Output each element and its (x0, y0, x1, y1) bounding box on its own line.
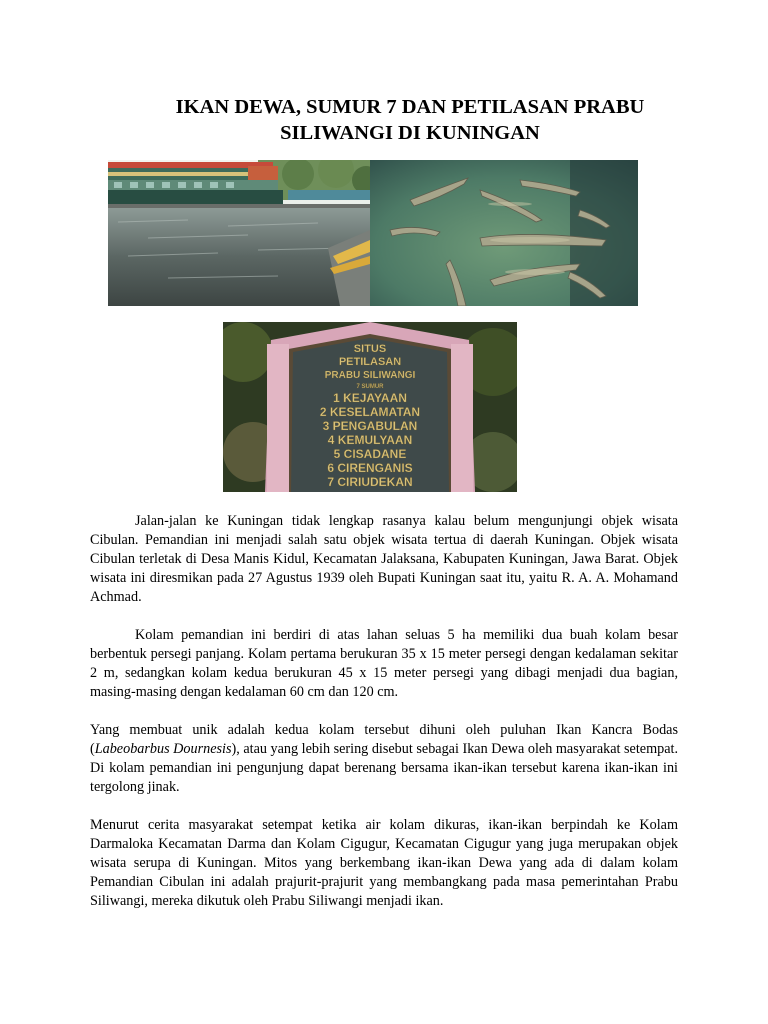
species-name: Labeobarbus Dournesis (94, 741, 232, 757)
sign-item: 7 CIRIUDEKAN (327, 475, 413, 489)
article-body (90, 512, 678, 930)
sign-item: 3 PENGABULAN (322, 419, 418, 433)
pool-photo (108, 160, 370, 306)
paragraph-ikan-dewa (90, 721, 678, 797)
fish-photo (370, 160, 638, 306)
paragraph-intro: Jalan-jalan ke Kuningan tidak lengkap rasanya kalau belum mengunjungi objek wisata Cibulan. Pemandian ini menjadi salah satu objek wisata tertua di daerah Kuningan. Objek wisata Cibulan terletak di Desa Manis Kidul, Kecamatan Jalaksana, Kabupaten Kuningan, Jawa Barat. Objek wisata ini diresmikan pada 27 Agustus 1939 oleh Bupati Kuningan saat itu, yaitu R. A. A. Mohamand Achmad. (90, 513, 678, 605)
sign-item: 2 KESELAMATAN (319, 405, 421, 419)
sign-item: 1 KEJAYAAN (333, 391, 407, 405)
paragraph-pool-size: Kolam pemandian ini berdiri di atas lahan seluas 5 ha memiliki dua buah kolam besar berbentuk persegi panjang. Kolam pertama berukuran 35 x 15 meter persegi dengan kedalaman sekitar 2 m, sedangkan kolam kedua berukuran 45 x 15 meter persegi yang dibagi menjadi dua bagian, masing-masing dengan kedalaman 60 cm dan 120 cm. (90, 627, 678, 700)
sign-item: 6 CIRENGANIS (327, 461, 413, 475)
fish-photo-image (370, 160, 638, 306)
sign-item: 4 KEMULYAAN (327, 433, 413, 447)
sign-photo-image (223, 322, 517, 492)
pool-photo-image (108, 160, 370, 306)
sign-text-petilasan: PETILASAN (338, 356, 402, 368)
paragraph-ikan-dewa-text-1: Yang membuat unik adalah kedua kolam tersebut dihuni oleh puluhan Ikan Kancra Bodas ( (90, 722, 678, 757)
paragraph-ikan-dewa-text-2: ), atau yang lebih sering disebut sebagai Ikan Dewa oleh masyarakat setempat. Di kolam pemandian ini pengunjung dapat berenang bersama ikan-ikan tersebut karena ikan-ikan ini tergolong jinak. (90, 741, 678, 795)
title-line-1: IKAN DEWA, SUMUR 7 DAN PETILASAN PRABU (175, 96, 645, 118)
sign-text-7-sumur: 7 SUMUR (356, 384, 384, 390)
sign-item: 5 CISADANE (333, 447, 407, 461)
page-title (100, 94, 720, 146)
paragraph-legend: Menurut cerita masyarakat setempat ketika air kolam dikuras, ikan-ikan berpindah ke Kolam Darmaloka Kecamatan Darma dan Kolam Cigugur, Kecamatan Cigugur yang juga merupakan objek wisata serupa di Kuningan. Mitos yang berkembang ikan-ikan Dewa yang ada di dalam kolam Pemandian Cibulan ini adalah prajurit-prajurit yang membangkang pada masa pemerintahan Prabu Siliwangi, mereka dikutuk oleh Prabu Siliwangi menjadi ikan. (90, 817, 678, 909)
sign-text-prabu-siliwangi: PRABU SILIWANGI (324, 370, 416, 381)
title-line-2: SILIWANGI DI KUNINGAN (280, 122, 540, 144)
sign-text-situs: SITUS (353, 343, 387, 355)
sign-photo (223, 322, 517, 492)
